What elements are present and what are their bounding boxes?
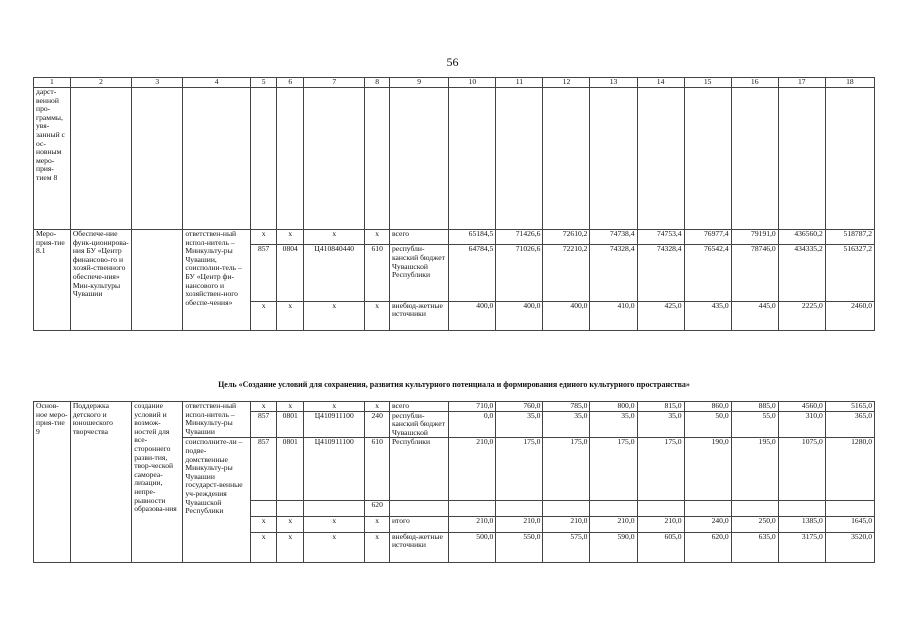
data-cell	[304, 500, 365, 516]
data-cell: 35,0	[590, 411, 637, 438]
data-cell	[590, 500, 637, 516]
data-cell: 1280,0	[825, 438, 874, 500]
data-cell: 74328,4	[590, 245, 637, 302]
data-cell: x	[250, 516, 277, 532]
data-cell: 3175,0	[778, 532, 825, 562]
data-cell: 76977,4	[684, 230, 731, 245]
data-cell: 436560,2	[778, 230, 825, 245]
header-cell: 10	[449, 78, 496, 88]
data-cell: итого	[389, 516, 448, 532]
data-cell: внебюд-жетные источники	[389, 301, 448, 330]
m81-executor: ответствен-ный испол-нитель – Минкульту-ры Чувашии, соисполни-тель – БУ «Центр фи-нансового и хозяйствен-ного обеспе-чения»	[183, 230, 251, 331]
data-cell: 400,0	[496, 301, 543, 330]
data-cell: 620	[365, 500, 390, 516]
data-cell: x	[250, 402, 277, 412]
data-cell: 785,0	[543, 402, 590, 412]
data-cell: x	[250, 532, 277, 562]
data-cell: 0804	[277, 245, 304, 302]
data-cell: 620,0	[684, 532, 731, 562]
continuation-row	[34, 88, 875, 230]
header-cell: 9	[389, 78, 448, 88]
m9-id: Основ-ное меро-прия-тие 9	[34, 402, 71, 563]
page-number: 56	[446, 55, 459, 69]
data-cell: 35,0	[496, 411, 543, 438]
data-cell: 425,0	[637, 301, 684, 330]
header-cell: 3	[132, 78, 183, 88]
data-cell: 3520,0	[825, 532, 874, 562]
data-cell: 518787,2	[825, 230, 874, 245]
header-cell: 11	[496, 78, 543, 88]
header-cell: 1	[34, 78, 71, 88]
data-cell: x	[277, 301, 304, 330]
data-cell: 710,0	[449, 402, 496, 412]
m9-executor: ответствен-ный испол-нитель – Минкульту-ры Чувашии	[183, 402, 251, 438]
data-cell: Республики	[389, 438, 448, 500]
data-cell: 575,0	[543, 532, 590, 562]
data-cell	[543, 500, 590, 516]
data-cell: 800,0	[590, 402, 637, 412]
data-cell: 445,0	[731, 301, 778, 330]
header-cell: 5	[250, 78, 277, 88]
data-cell: 434335,2	[778, 245, 825, 302]
data-cell: внебюд-жетные источники	[389, 532, 448, 562]
data-cell: 210,0	[496, 516, 543, 532]
data-cell: 815,0	[637, 402, 684, 412]
header-cell: 2	[70, 78, 131, 88]
data-cell: 410,0	[590, 301, 637, 330]
data-cell	[825, 500, 874, 516]
data-cell: x	[277, 516, 304, 532]
header-cell: 4	[183, 78, 251, 88]
m9-row-total	[34, 402, 875, 412]
data-cell: всего	[389, 402, 448, 412]
header-cell: 6	[277, 78, 304, 88]
m81-id: Меро-прия-тие 8.1	[34, 230, 71, 331]
m81-title: Обеспече-ние функ-ционирова-ния БУ «Центр финансово-го и хозяй-ственного обеспече-ния» Мин-культуры Чувашии	[70, 230, 131, 331]
data-cell: 760,0	[496, 402, 543, 412]
data-cell: Ц410911100	[304, 438, 365, 500]
data-cell	[637, 500, 684, 516]
data-cell	[684, 500, 731, 516]
data-cell: 857	[250, 245, 277, 302]
data-cell: всего	[389, 230, 448, 245]
data-cell: x	[304, 402, 365, 412]
data-cell: 2460,0	[825, 301, 874, 330]
program-table	[33, 77, 875, 331]
data-cell: 195,0	[731, 438, 778, 500]
data-cell: 72210,2	[543, 245, 590, 302]
data-cell: x	[365, 301, 390, 330]
data-cell: 0801	[277, 411, 304, 438]
data-cell: Ц410840440	[304, 245, 365, 302]
header-cell: 13	[590, 78, 637, 88]
data-cell: 74753,4	[637, 230, 684, 245]
data-cell: 857	[250, 438, 277, 500]
data-cell: 175,0	[637, 438, 684, 500]
data-cell: 590,0	[590, 532, 637, 562]
data-cell: республи-канский бюджет Чувашской Республики	[389, 245, 448, 302]
header-cell: 15	[684, 78, 731, 88]
data-cell: 550,0	[496, 532, 543, 562]
data-cell: 50,0	[684, 411, 731, 438]
data-cell: 210,0	[637, 516, 684, 532]
header-cell: 12	[543, 78, 590, 88]
data-cell: 65184,5	[449, 230, 496, 245]
data-cell: 860,0	[684, 402, 731, 412]
data-cell	[496, 500, 543, 516]
data-cell: 64784,5	[449, 245, 496, 302]
data-cell: 2225,0	[778, 301, 825, 330]
data-cell: x	[277, 230, 304, 245]
data-cell: 5165,0	[825, 402, 874, 412]
data-cell	[277, 500, 304, 516]
data-cell: 435,0	[684, 301, 731, 330]
header-cell: 16	[731, 78, 778, 88]
data-cell: 72610,2	[543, 230, 590, 245]
data-cell: 605,0	[637, 532, 684, 562]
data-cell: 635,0	[731, 532, 778, 562]
data-cell: 365,0	[825, 411, 874, 438]
data-cell: 240,0	[684, 516, 731, 532]
data-cell: x	[250, 230, 277, 245]
data-cell: 74738,4	[590, 230, 637, 245]
data-cell: x	[304, 532, 365, 562]
data-cell: 610	[365, 245, 390, 302]
goal-heading: Цель «Создание условий для сохранения, развития культурного потенциала и формирования единого культурного пространства»	[218, 380, 690, 389]
data-cell: 175,0	[543, 438, 590, 500]
m9-coexecutors: соисполните-ли – подве-домственные Минкульту-ры Чувашии государст-венные уч-реждения Чувашской Республики	[183, 438, 251, 563]
data-cell: x	[304, 516, 365, 532]
data-cell: x	[304, 301, 365, 330]
data-cell: x	[277, 402, 304, 412]
data-cell: 1645,0	[825, 516, 874, 532]
m81-row-total	[34, 230, 875, 245]
data-cell: 310,0	[778, 411, 825, 438]
data-cell: 79191,0	[731, 230, 778, 245]
data-cell: 0,0	[449, 411, 496, 438]
data-cell: 175,0	[590, 438, 637, 500]
continuation-text: дарст-венной про-граммы, увя-занный с ос-новным меро-прия-тием 8	[34, 88, 71, 230]
data-cell: 4560,0	[778, 402, 825, 412]
header-cell: 18	[825, 78, 874, 88]
data-cell: x	[365, 532, 390, 562]
data-cell: 210,0	[543, 516, 590, 532]
data-cell: 175,0	[496, 438, 543, 500]
data-cell	[250, 500, 277, 516]
data-cell: 857	[250, 411, 277, 438]
data-cell	[778, 500, 825, 516]
data-cell: x	[277, 532, 304, 562]
data-cell	[389, 500, 448, 516]
header-cell: 14	[637, 78, 684, 88]
header-cell: 7	[304, 78, 365, 88]
data-cell	[731, 500, 778, 516]
header-row	[34, 78, 875, 88]
data-cell: x	[304, 230, 365, 245]
data-cell: 210,0	[590, 516, 637, 532]
data-cell: 250,0	[731, 516, 778, 532]
data-cell: 610	[365, 438, 390, 500]
data-cell: x	[250, 301, 277, 330]
data-cell: 240	[365, 411, 390, 438]
data-cell: 400,0	[543, 301, 590, 330]
data-cell: 400,0	[449, 301, 496, 330]
data-cell	[449, 500, 496, 516]
data-cell: 1385,0	[778, 516, 825, 532]
data-cell: 500,0	[449, 532, 496, 562]
data-cell: Ц410911100	[304, 411, 365, 438]
data-cell: 885,0	[731, 402, 778, 412]
data-cell: 78746,0	[731, 245, 778, 302]
data-cell: 210,0	[449, 516, 496, 532]
program-table-goal	[33, 401, 875, 563]
data-cell: 55,0	[731, 411, 778, 438]
data-cell: 210,0	[449, 438, 496, 500]
data-cell: 35,0	[637, 411, 684, 438]
m9-title: Поддержка детского и юношеского творчества	[70, 402, 131, 563]
data-cell: 0801	[277, 438, 304, 500]
data-cell: 35,0	[543, 411, 590, 438]
header-cell: 17	[778, 78, 825, 88]
data-cell: 71026,6	[496, 245, 543, 302]
data-cell: республи-канский бюджет Чувашской	[389, 411, 448, 438]
data-cell: 1075,0	[778, 438, 825, 500]
header-cell: 8	[365, 78, 390, 88]
data-cell: x	[365, 516, 390, 532]
data-cell: 74328,4	[637, 245, 684, 302]
data-cell: x	[365, 230, 390, 245]
data-cell: 516327,2	[825, 245, 874, 302]
data-cell: x	[365, 402, 390, 412]
data-cell: 71426,6	[496, 230, 543, 245]
m9-goal: создание условий и возмож-ностей для все-стороннего разви-тия, твор-ческой самореа-лизации, непре-рывности образова-ния	[132, 402, 183, 563]
data-cell: 76542,4	[684, 245, 731, 302]
data-cell: 190,0	[684, 438, 731, 500]
